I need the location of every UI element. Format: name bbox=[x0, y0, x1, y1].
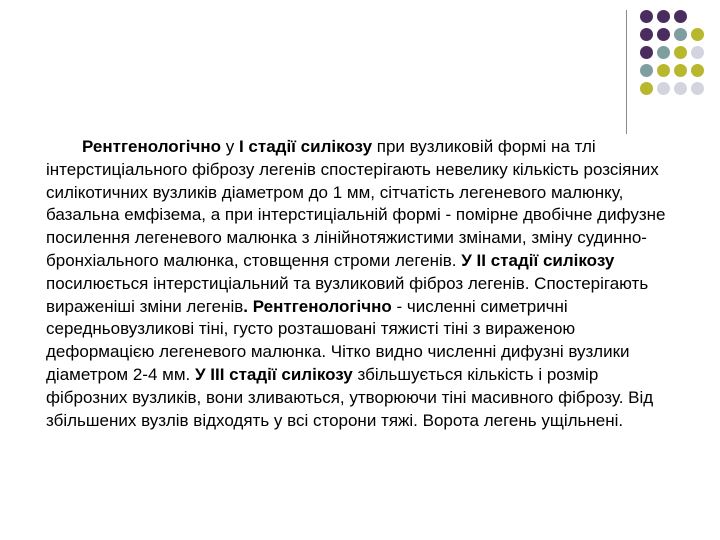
vertical-divider bbox=[626, 10, 627, 134]
dot bbox=[657, 64, 670, 77]
body-paragraph bbox=[46, 136, 666, 432]
dot bbox=[657, 28, 670, 41]
text-run: збільшується кількість і розмір фіброзних вузликів, вони зливаються, утворюючи тіні масивного фіброзу. Від збільшених вузлів відходять у всі сторони тяжі. Ворота легень ущільнені. bbox=[46, 364, 654, 430]
bold-phrase: І стадії силікозу bbox=[238, 137, 373, 156]
bold-phrase: У ІІІ стадії силікозу bbox=[194, 364, 353, 384]
dot bbox=[657, 10, 670, 23]
text-run: - численні симетричні середньовузликові тіні, густо розташовані тяжисті тіні з вираженою деформацією легеневого малюнка. Чітко видно численні дифузні вузлики діаметром 2-4 мм. bbox=[46, 296, 630, 384]
dot bbox=[674, 10, 687, 23]
text-run: у bbox=[221, 137, 239, 156]
text-run: посилюється інтерстиціальний та вузликовий фіброз легенів. Спостерігають виражeніші зміни легенів bbox=[46, 273, 649, 316]
dot bbox=[674, 64, 687, 77]
dot bbox=[674, 82, 687, 95]
dot bbox=[640, 46, 653, 59]
dot bbox=[691, 82, 704, 95]
dot bbox=[657, 46, 670, 59]
dot bbox=[657, 82, 670, 95]
dot bbox=[674, 28, 687, 41]
dot bbox=[640, 28, 653, 41]
bold-phrase: У ІІ стадії силікозу bbox=[461, 250, 615, 270]
dot bbox=[691, 64, 704, 77]
dot bbox=[674, 46, 687, 59]
bold-phrase: Рентгенологічно bbox=[82, 137, 222, 156]
dot bbox=[640, 82, 653, 95]
dot bbox=[640, 10, 653, 23]
dot bbox=[691, 28, 704, 41]
dot bbox=[640, 64, 653, 77]
bold-phrase: . Рентгенологічно bbox=[243, 296, 392, 316]
text-run: при вузликовій формі на тлі інтерстиціального фіброзу легенів спостерігають невелику кількість розсіяних силікотичних вузликів діаметром до 1 мм, сітчатість легеневого малюнку, базальна емфізема, а при інтерстиціальній формі - помірне двобічне дифузне посилення легеневого малюнка з лінійнотяжистими змінами, зміну судинно-бронхіального малюнка, стовщення строми легенів. bbox=[46, 137, 666, 270]
decorative-dot-grid bbox=[640, 10, 720, 110]
dot bbox=[691, 46, 704, 59]
